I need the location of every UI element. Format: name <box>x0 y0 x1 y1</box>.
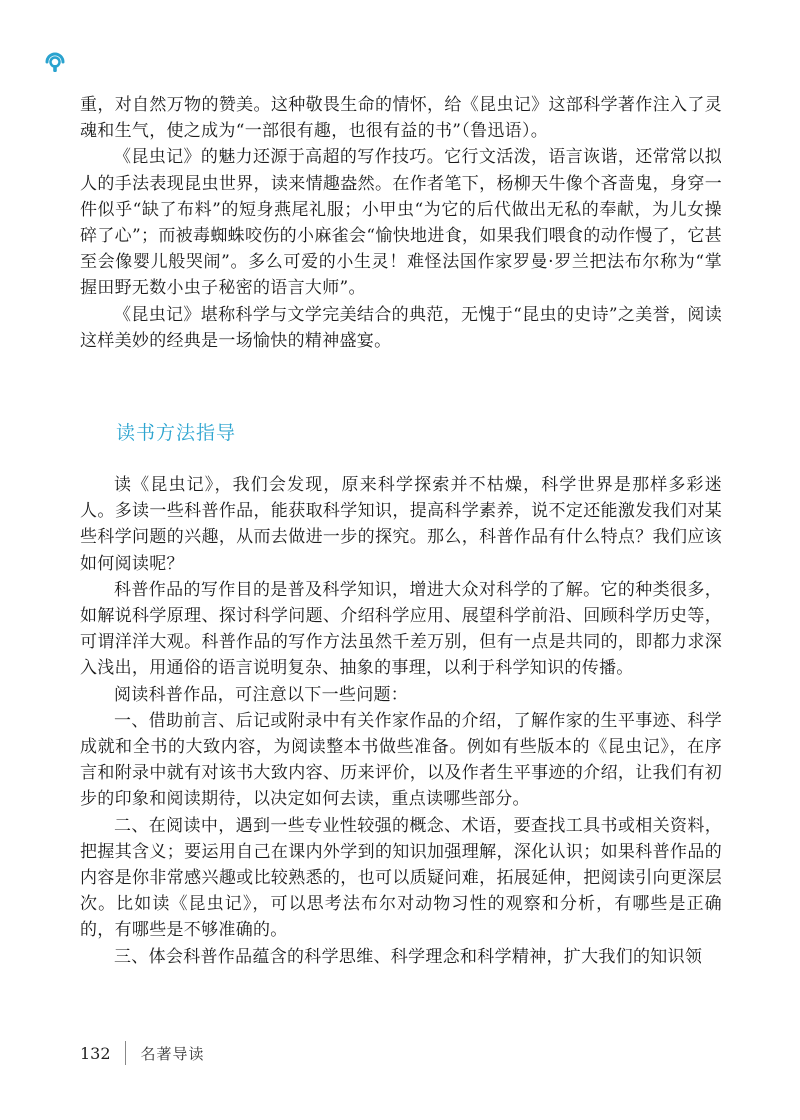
book-title: 名著导读 <box>140 1044 205 1063</box>
guide-paragraph-6: 三、体会科普作品蕴含的科学思维、科学理念和科学精神，扩大我们的知识领 <box>114 946 703 967</box>
page-content <box>80 92 722 970</box>
reading-guide-section <box>80 472 722 970</box>
intro-paragraph-3: 《昆虫记》堪称科学与文学完美结合的典范，无愧于“昆虫的史诗”之美誉，阅读这样美妙的经典是一场愉快的精神盛宴。 <box>80 304 722 351</box>
guide-paragraph-4: 一、借助前言、后记或附录中有关作家作品的介绍，了解作家的生平事迹、科学成就和全书的大致内容，为阅读整本书做些准备。例如有些版本的《昆虫记》，在序言和附录中就有对该书大致内容、历来评价，以及作者生平事迹的介绍，让我们有初步的印象和阅读期待，以决定如何去读，重点读哪些部分。 <box>80 710 722 810</box>
section-heading: 读书方法指导 <box>116 422 237 445</box>
guide-paragraph-2: 科普作品的写作目的是普及科学知识，增进大众对科学的了解。它的种类很多，如解说科学原理、探讨科学问题、介绍科学应用、展望科学前沿、回顾科学历史等，可谓洋洋大观。科普作品的写作方法虽然千差万别，但有一点是共同的，即都力求深入浅出，用通俗的语言说明复杂、抽象的事理，以利于科学知识的传播。 <box>80 579 722 679</box>
guide-paragraph-3: 阅读科普作品，可注意以下一些问题： <box>114 684 409 705</box>
footer-divider <box>125 1041 126 1065</box>
page-number: 132 <box>80 1043 111 1063</box>
intro-paragraph-1: 重，对自然万物的赞美。这种敬畏生命的情怀，给《昆虫记》这部科学著作注入了灵魂和生气，使之成为“一部很有趣，也很有益的书”（鲁迅语）。 <box>80 95 722 142</box>
guide-paragraph-1: 读《昆虫记》，我们会发现，原来科学探索并不枯燥，科学世界是那样多彩迷人。多读一些科普作品，能获取科学知识，提高科学素养，说不定还能激发我们对某些科学问题的兴趣，从而去做进一步的探究。那么，科普作品有什么特点？我们应该如何阅读呢？ <box>80 475 722 574</box>
page-footer <box>80 1039 205 1067</box>
publisher-logo-icon <box>43 50 67 74</box>
intro-paragraph-2: 《昆虫记》的魅力还源于高超的写作技巧。它行文活泼，语言诙谐，还常常以拟人的手法表现昆虫世界，读来情趣盎然。在作者笔下，杨柳天牛像个吝啬鬼，身穿一件似乎“缺了布料”的短身燕尾礼服；小甲虫“为它的后代做出无私的奉献，为儿女操碎了心”；而被毒蜘蛛咬伤的小麻雀会“愉快地进食，如果我们喂食的动作慢了，它甚至会像婴儿般哭闹”。多么可爱的小生灵！难怪法国作家罗曼·罗兰把法布尔称为“掌握田野无数小虫子秘密的语言大师”。 <box>80 147 722 299</box>
guide-paragraph-5: 二、在阅读中，遇到一些专业性较强的概念、术语，要查找工具书或相关资料，把握其含义；要运用自己在课内外学到的知识加强理解，深化认识；如果科普作品的内容是你非常感兴趣或比较熟悉的，也可以质疑问难，拓展延伸，把阅读引向更深层次。比如读《昆虫记》，可以思考法布尔对动物习性的观察和分析，有哪些是正确的，有哪些是不够准确的。 <box>80 815 722 941</box>
